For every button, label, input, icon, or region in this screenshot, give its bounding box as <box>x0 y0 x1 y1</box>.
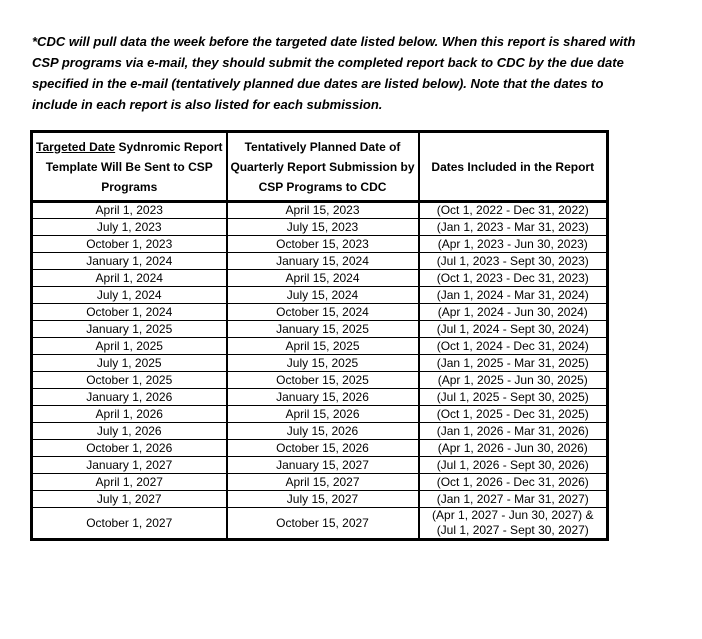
schedule-row <box>32 253 608 270</box>
schedule-cell: July 15, 2023 <box>227 219 419 236</box>
note-line: include in each report is also listed for each submission. <box>32 97 383 112</box>
schedule-cell: July 1, 2026 <box>32 423 227 440</box>
schedule-cell: July 1, 2025 <box>32 355 227 372</box>
schedule-row <box>32 270 608 287</box>
schedule-row <box>32 219 608 236</box>
schedule-cell: (Apr 1, 2024 - Jun 30, 2024) <box>419 304 608 321</box>
schedule-cell: October 15, 2023 <box>227 236 419 253</box>
schedule-cell: April 1, 2023 <box>32 202 227 219</box>
schedule-cell: (Apr 1, 2026 - Jun 30, 2026) <box>419 440 608 457</box>
header-line: Programs <box>101 179 158 194</box>
schedule-cell: (Jul 1, 2026 - Sept 30, 2026) <box>419 457 608 474</box>
header-line <box>35 137 224 157</box>
schedule-cell: October 15, 2026 <box>227 440 419 457</box>
schedule-cell: July 1, 2024 <box>32 287 227 304</box>
header-line: Template Will Be Sent to CSP <box>45 159 213 174</box>
schedule-cell: October 1, 2027 <box>32 508 227 540</box>
header-text: Sydnromic Report <box>115 139 223 154</box>
schedule-cell: October 1, 2025 <box>32 372 227 389</box>
schedule-table-body <box>32 202 608 540</box>
header-line: Tentatively Planned Date of <box>244 139 401 154</box>
schedule-row <box>32 372 608 389</box>
schedule-cell: April 1, 2027 <box>32 474 227 491</box>
schedule-cell: (Apr 1, 2027 - Jun 30, 2027) & (Jul 1, 2027 - Sept 30, 2027) <box>419 508 608 540</box>
schedule-cell: July 15, 2026 <box>227 423 419 440</box>
schedule-row <box>32 321 608 338</box>
schedule-row <box>32 338 608 355</box>
schedule-cell: January 15, 2026 <box>227 389 419 406</box>
note-line: specified in the e-mail (tentatively planned due dates are listed below). Note that the dates to <box>32 76 604 91</box>
schedule-cell: April 15, 2023 <box>227 202 419 219</box>
schedule-cell: April 15, 2027 <box>227 474 419 491</box>
schedule-cell: January 1, 2025 <box>32 321 227 338</box>
schedule-cell: July 15, 2025 <box>227 355 419 372</box>
schedule-cell: April 15, 2025 <box>227 338 419 355</box>
schedule-cell: October 1, 2026 <box>32 440 227 457</box>
report-schedule-table <box>30 130 609 541</box>
schedule-cell: January 1, 2024 <box>32 253 227 270</box>
schedule-cell: (Jan 1, 2024 - Mar 31, 2024) <box>419 287 608 304</box>
schedule-cell: January 15, 2025 <box>227 321 419 338</box>
schedule-row <box>32 236 608 253</box>
schedule-cell: October 15, 2025 <box>227 372 419 389</box>
schedule-cell: October 15, 2027 <box>227 508 419 540</box>
schedule-cell: January 1, 2026 <box>32 389 227 406</box>
schedule-row <box>32 440 608 457</box>
schedule-cell: (Apr 1, 2023 - Jun 30, 2023) <box>419 236 608 253</box>
schedule-cell: April 15, 2024 <box>227 270 419 287</box>
schedule-cell: (Oct 1, 2026 - Dec 31, 2026) <box>419 474 608 491</box>
schedule-cell: (Jan 1, 2026 - Mar 31, 2026) <box>419 423 608 440</box>
schedule-row <box>32 474 608 491</box>
header-line: Quarterly Report Submission by <box>230 159 415 174</box>
schedule-row <box>32 508 608 540</box>
schedule-row <box>32 423 608 440</box>
column-header-targeted-date <box>32 132 227 202</box>
schedule-cell: April 15, 2026 <box>227 406 419 423</box>
header-line: CSP Programs to CDC <box>258 179 387 194</box>
schedule-cell: April 1, 2024 <box>32 270 227 287</box>
schedule-cell: October 15, 2024 <box>227 304 419 321</box>
schedule-cell: January 1, 2027 <box>32 457 227 474</box>
schedule-cell: April 1, 2026 <box>32 406 227 423</box>
schedule-cell: (Jan 1, 2027 - Mar 31, 2027) <box>419 491 608 508</box>
schedule-row <box>32 304 608 321</box>
schedule-cell: July 1, 2027 <box>32 491 227 508</box>
schedule-row <box>32 202 608 219</box>
schedule-cell: (Jul 1, 2024 - Sept 30, 2024) <box>419 321 608 338</box>
underlined-text: Targeted Date <box>36 139 116 154</box>
schedule-row <box>32 287 608 304</box>
schedule-cell: (Oct 1, 2022 - Dec 31, 2022) <box>419 202 608 219</box>
schedule-row <box>32 389 608 406</box>
schedule-row <box>32 491 608 508</box>
schedule-cell: (Jan 1, 2025 - Mar 31, 2025) <box>419 355 608 372</box>
schedule-cell: (Jul 1, 2023 - Sept 30, 2023) <box>419 253 608 270</box>
schedule-cell: (Oct 1, 2023 - Dec 31, 2023) <box>419 270 608 287</box>
column-header-dates-included: Dates Included in the Report <box>419 132 608 202</box>
schedule-cell: April 1, 2025 <box>32 338 227 355</box>
schedule-cell: October 1, 2024 <box>32 304 227 321</box>
schedule-row <box>32 355 608 372</box>
schedule-cell: (Apr 1, 2025 - Jun 30, 2025) <box>419 372 608 389</box>
schedule-cell: (Jan 1, 2023 - Mar 31, 2023) <box>419 219 608 236</box>
schedule-cell: January 15, 2027 <box>227 457 419 474</box>
schedule-row <box>32 406 608 423</box>
schedule-row <box>32 457 608 474</box>
schedule-cell: (Jul 1, 2025 - Sept 30, 2025) <box>419 389 608 406</box>
schedule-cell: (Oct 1, 2025 - Dec 31, 2025) <box>419 406 608 423</box>
note-line: CSP programs via e-mail, they should submit the completed report back to CDC by the due date <box>32 55 624 70</box>
schedule-cell: July 15, 2027 <box>227 491 419 508</box>
schedule-cell: July 1, 2023 <box>32 219 227 236</box>
note-line: *CDC will pull data the week before the targeted date listed below. When this report is shared with <box>32 34 636 49</box>
schedule-cell: July 15, 2024 <box>227 287 419 304</box>
schedule-cell: (Oct 1, 2024 - Dec 31, 2024) <box>419 338 608 355</box>
column-header-submission-date <box>227 132 419 202</box>
intro-note <box>32 31 672 115</box>
table-header-row <box>32 132 608 202</box>
schedule-cell: January 15, 2024 <box>227 253 419 270</box>
schedule-cell: October 1, 2023 <box>32 236 227 253</box>
